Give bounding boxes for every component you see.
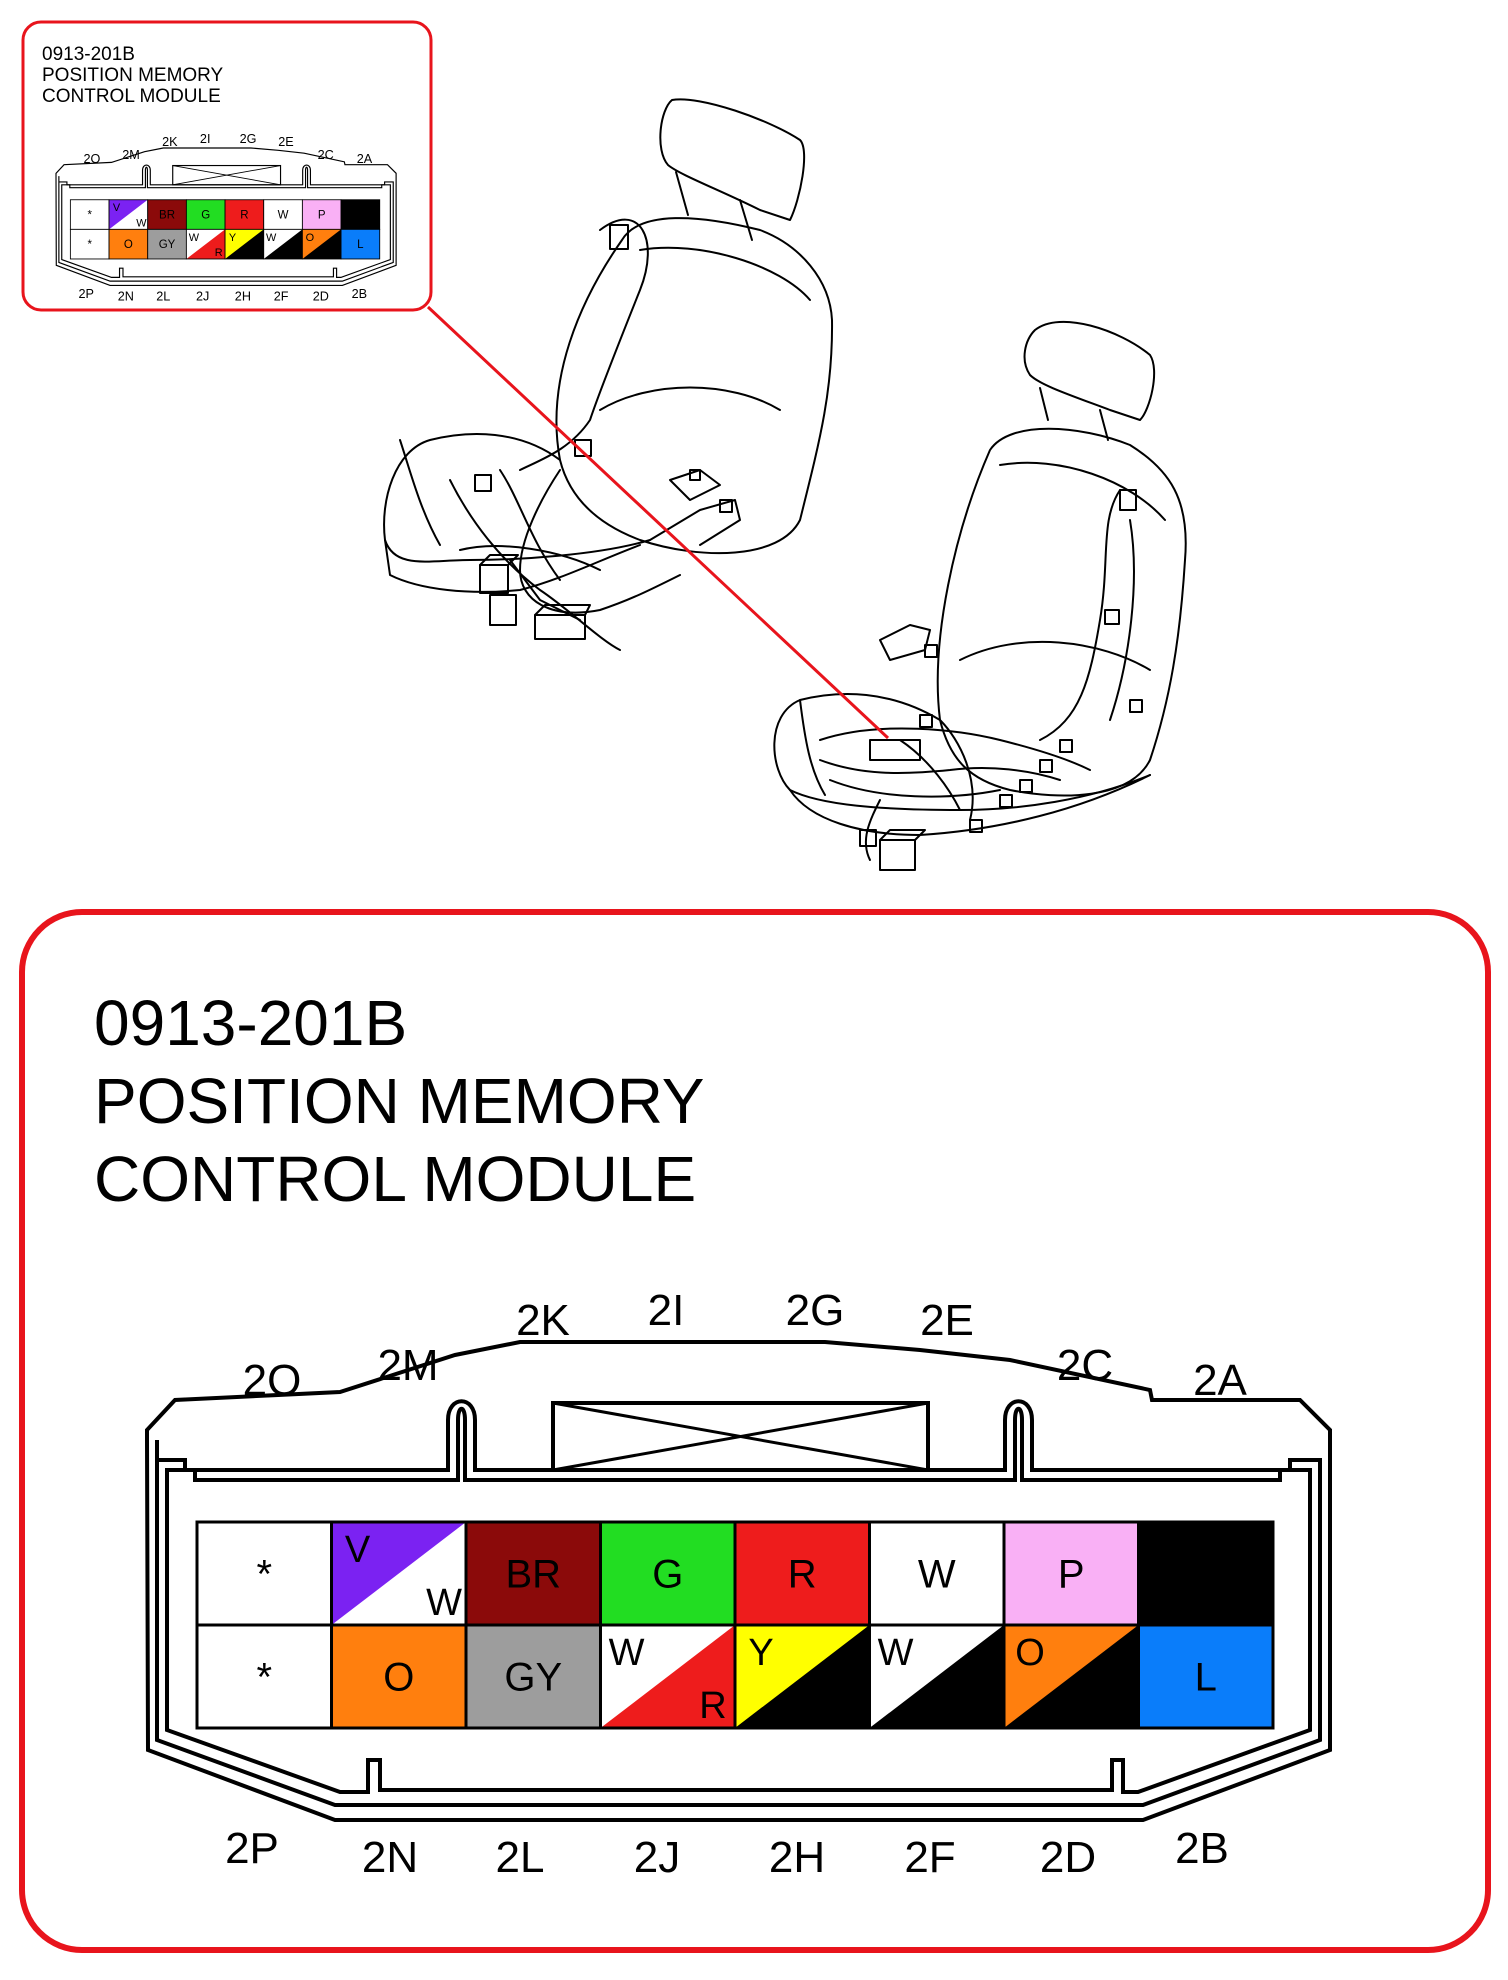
pin-cell [870,1522,1005,1625]
pin-wire-color: W [877,1632,914,1674]
pin-label-top: 2G [239,132,257,147]
left-seat-drawing [384,99,832,650]
pin-label-bottom: 2H [768,1833,826,1882]
pin-label-top: 2M [377,1341,439,1390]
pin-wire-color: V [344,1529,371,1571]
pin-wire-stripe: B [292,247,300,260]
title-line: POSITION MEMORY [42,65,224,86]
pin-cell [186,229,225,259]
pin-label-bottom: 2N [361,1833,419,1882]
pin-wire-color: O [123,239,133,252]
pin-label-top: 2O [83,152,101,167]
title-line: CONTROL MODULE [42,86,221,107]
pin-wire-color: G [652,1552,684,1597]
pin-cell [70,229,109,259]
pin-wire-color: O [1015,1632,1045,1674]
pin-wire-stripe: B [253,247,262,260]
pin-wire-color: GY [158,239,176,252]
pin-wire-stripe: B [1103,1685,1130,1727]
pin-cell [601,1522,736,1625]
pin-label-bottom: 2P [78,286,94,301]
pin-label-bottom: 2B [1175,1824,1229,1873]
pin-wire-stripe: W [136,217,147,230]
pin-label-top: 2K [162,134,178,149]
pin-cell [601,1625,736,1728]
pin-cell [466,1625,601,1728]
detail-connector [147,1286,1330,1882]
pin-cell [1004,1522,1139,1625]
pin-label-bottom: 2L [495,1833,545,1882]
pin-label-top: 2E [278,134,294,149]
pin-label-bottom: 2B [351,286,368,301]
pin-cell [1004,1625,1139,1728]
pin-cell [197,1522,332,1625]
title-line: POSITION MEMORY [94,1065,705,1137]
pin-wire-color: L [357,239,364,252]
pin-label-bottom: 2F [273,289,289,304]
pin-wire-color: * [87,209,92,222]
pin-label-bottom: 2P [225,1824,279,1873]
detail-title [94,987,704,1215]
pin-wire-color: W [608,1632,645,1674]
pin-cell [1139,1625,1274,1728]
pin-label-bottom: 2J [195,289,210,304]
title-line: CONTROL MODULE [94,1143,697,1215]
pin-wire-color: P [317,209,326,222]
pin-wire-stripe: R [699,1685,727,1727]
pin-label-top: 2K [516,1296,570,1345]
pin-wire-stripe: B [331,247,339,260]
pin-cell [264,229,303,259]
pin-cell [332,1625,467,1728]
pin-wire-color: V [112,202,121,215]
pin-wire-color: R [240,209,249,222]
pin-label-top: 2G [785,1286,845,1335]
pin-label-top: 2M [122,147,140,162]
inset-title [42,44,224,107]
pin-wire-color: B [1192,1552,1220,1597]
pin-wire-color: W [277,209,289,222]
pin-cell [735,1522,870,1625]
pin-label-bottom: 2L [156,289,171,304]
seats-illustration [384,99,1186,870]
pin-wire-color: Y [748,1632,774,1674]
pin-wire-color: BR [505,1552,562,1597]
pin-cell [302,229,341,259]
pin-wire-color: P [1057,1552,1085,1597]
pin-label-bottom: 2D [1039,1833,1097,1882]
pointer-line [428,307,888,738]
pin-label-bottom: 2J [633,1833,681,1882]
pin-wire-stripe: B [969,1685,995,1727]
pin-wire-color: * [256,1552,273,1597]
pin-label-top: 2A [356,152,373,167]
pin-cell [148,229,187,259]
pin-label-top: 2C [317,147,334,162]
pin-wire-color: W [917,1552,956,1597]
inset-connector [56,132,396,303]
pin-cell [197,1625,332,1728]
pin-label-top: 2O [242,1356,302,1405]
pin-label-top: 2I [199,132,211,147]
pin-wire-stripe: R [214,247,223,260]
pin-wire-color: Y [228,231,237,244]
pin-cell [148,200,187,230]
title-line: 0913-201B [94,987,408,1059]
pin-label-bottom: 2N [117,289,134,304]
pin-wire-color: GY [504,1655,563,1700]
title-line: 0913-201B [42,44,135,65]
pin-cell [341,229,380,259]
pin-wire-color: W [266,231,277,244]
pin-wire-color: L [1194,1655,1217,1700]
pin-cell [70,200,109,230]
pin-label-top: 2C [1056,1341,1114,1390]
pin-cell [466,1522,601,1625]
pin-wire-color: BR [159,209,176,222]
pin-cell [332,1522,467,1625]
pin-wire-color: G [201,209,211,222]
pin-cell [109,200,148,230]
pin-wire-stripe: B [834,1685,861,1727]
pin-cell [109,229,148,259]
pin-wire-color: O [305,231,315,244]
pin-wire-color: W [188,231,200,244]
pin-label-bottom: 2F [904,1833,956,1882]
pin-label-top: 2A [1193,1356,1247,1405]
pin-label-bottom: 2H [234,289,251,304]
pin-cell [735,1625,870,1728]
pin-cell [225,229,264,259]
pin-wire-color: B [356,209,365,222]
pin-wire-color: R [787,1552,817,1597]
pin-wire-color: * [256,1655,273,1700]
pin-wire-color: * [87,239,92,252]
right-seat-drawing [774,322,1185,870]
pin-cell [341,200,380,230]
pin-wire-color: O [383,1655,415,1700]
pin-cell [1139,1522,1274,1625]
pin-label-top: 2E [920,1296,974,1345]
pin-label-bottom: 2D [312,289,329,304]
pin-cell [186,200,225,230]
pin-cell [302,200,341,230]
pin-wire-stripe: W [426,1582,462,1624]
pin-cell [264,200,303,230]
pin-cell [225,200,264,230]
pin-label-top: 2I [647,1286,685,1335]
pin-cell [870,1625,1005,1728]
